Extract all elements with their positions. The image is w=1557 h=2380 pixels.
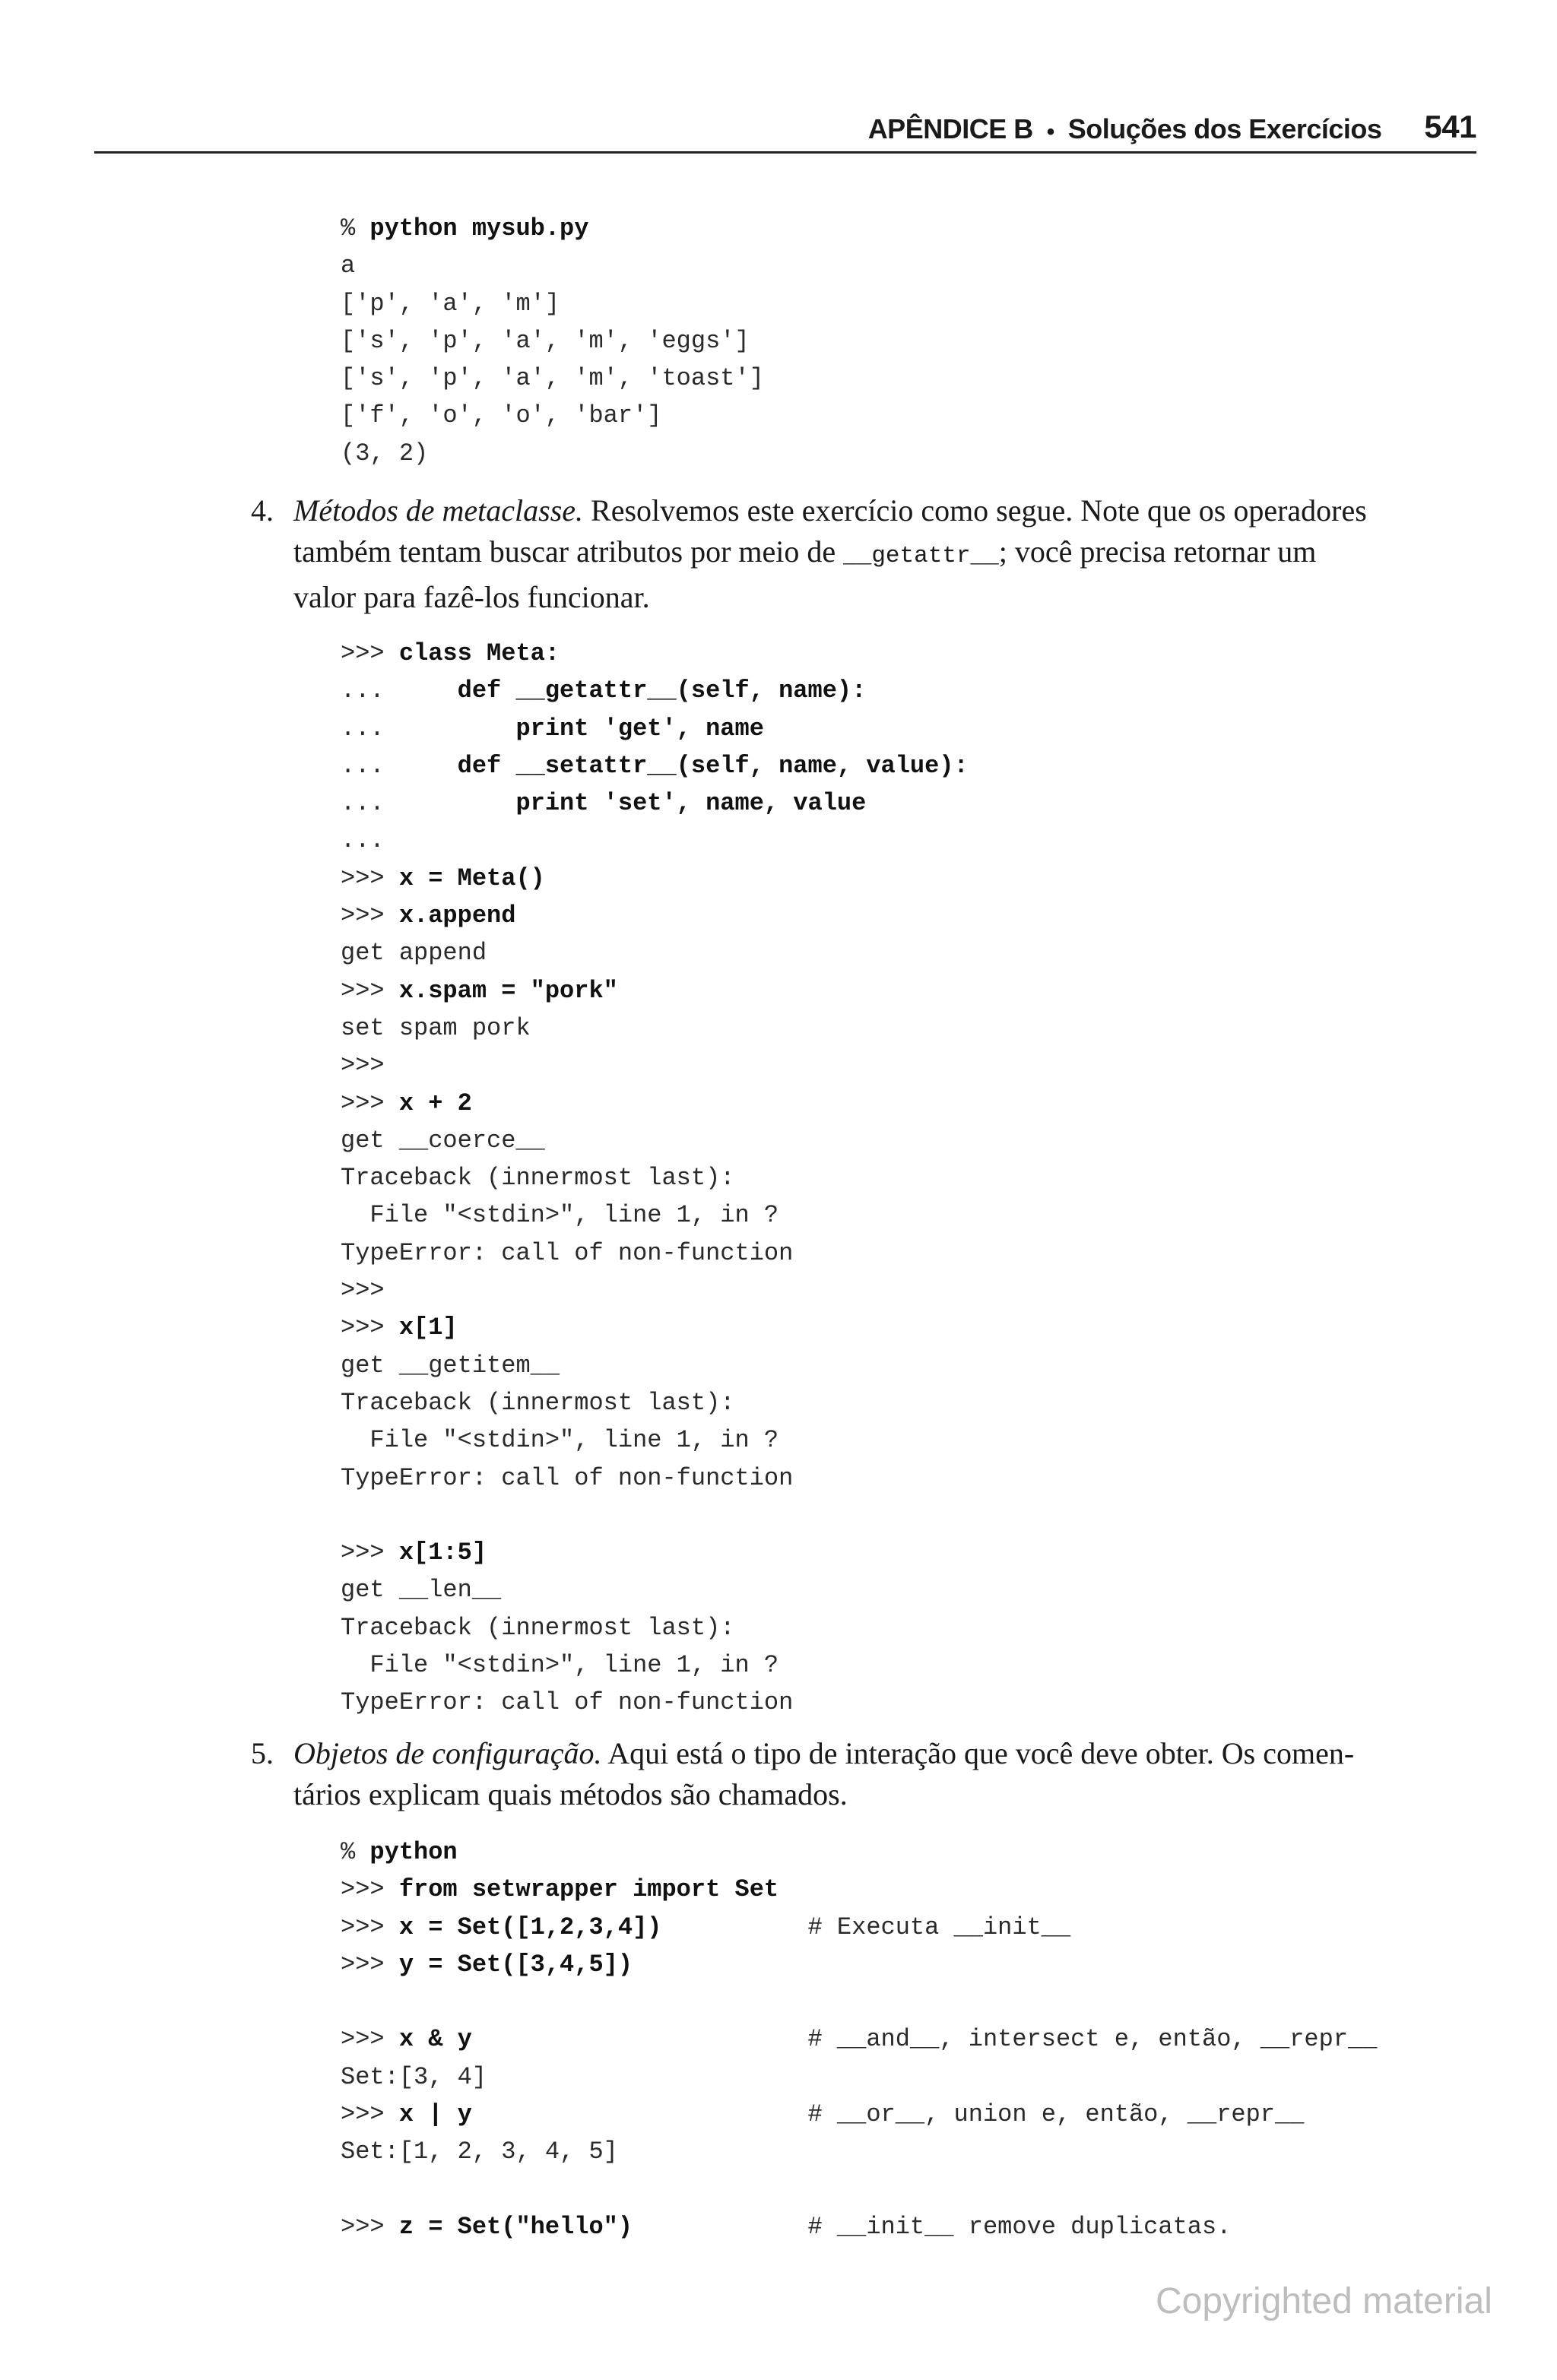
code-input: def __getattr__(self, name): (457, 677, 867, 705)
code-output: set spam pork (341, 1013, 531, 1042)
exercise-4-inline-code: __getattr__ (843, 543, 999, 569)
code-line (341, 247, 764, 284)
code-prompt: >>> (341, 1539, 399, 1567)
code-prompt: >>> (341, 2025, 399, 2054)
page-number: 541 (1424, 109, 1476, 144)
code-line (341, 285, 764, 322)
code-prompt: ... (341, 789, 516, 818)
code-line (341, 1196, 969, 1234)
code-prompt: >>> (341, 1875, 399, 1904)
code-input: from setwrapper import Set (398, 1875, 779, 1904)
code-line (341, 1309, 969, 1346)
code-line (341, 1459, 969, 1497)
code-output: ['f', 'o', 'o', 'bar'] (341, 401, 662, 430)
code-prompt: >>> (341, 2212, 399, 2241)
code-input: python mysub.py (369, 214, 589, 242)
header-separator: • (1046, 119, 1054, 144)
code-line (341, 972, 969, 1009)
code-line (341, 1497, 969, 1534)
code-prompt: ... (341, 714, 516, 743)
code-line (341, 1646, 969, 1684)
code-output: Traceback (innermost last): (341, 1388, 735, 1417)
code-line (341, 2133, 1377, 2170)
code-line (341, 2020, 1377, 2058)
code-output: get append (341, 939, 487, 968)
code-line (341, 1085, 969, 1122)
code-input: x[1:5] (398, 1539, 487, 1567)
code-line (341, 822, 969, 859)
code-line (341, 2096, 1377, 2133)
exercise-5-line-1-text: Aqui está o tipo de interação que você deve obter. Os comen- (601, 1736, 1355, 1770)
code-output: (3, 2) (341, 439, 429, 467)
code-output: File "<stdin>", line 1, in ? (341, 1426, 779, 1455)
code-input: x.spam = "pork" (398, 976, 618, 1005)
code-prompt: ... (341, 826, 385, 855)
exercise-5-line-2: tários explicam quais métodos são chamados. (293, 1777, 848, 1811)
code-line (341, 1384, 969, 1421)
code-line (341, 210, 764, 247)
code-line (341, 1571, 969, 1608)
code-line (341, 1946, 1377, 1983)
code-output: ['s', 'p', 'a', 'm', 'eggs'] (341, 326, 750, 355)
exercise-4-line-3: valor para fazê-los funcionar. (293, 580, 650, 614)
code-prompt: >>> (341, 976, 399, 1005)
code-input: x + 2 (398, 1089, 472, 1117)
header-chapter: APÊNDICE B (867, 113, 1033, 144)
code-output: TypeError: call of non-function (341, 1238, 794, 1267)
code-line (341, 710, 969, 747)
code-output: a (341, 252, 356, 280)
code-comment: # __or__, union e, então, __repr__ (807, 2100, 1305, 2129)
code-line (341, 397, 764, 434)
code-line (341, 2058, 1377, 2096)
code-input: x[1] (398, 1314, 458, 1342)
code-line (341, 1609, 969, 1646)
code-prompt: >>> (341, 1314, 399, 1342)
code-input: python (369, 1838, 458, 1866)
code-output: get __getitem__ (341, 1351, 560, 1380)
code-line (341, 1534, 969, 1571)
code-prompt: >>> (341, 1276, 385, 1305)
code-input: x = Meta() (398, 864, 545, 892)
code-input: def __setattr__(self, name, value): (457, 751, 969, 780)
code-prompt: % (341, 214, 370, 242)
code-block-mysub (341, 210, 764, 472)
code-input: print 'set', name, value (515, 789, 867, 818)
copyright-watermark: Copyrighted material (1156, 2281, 1492, 2321)
code-prompt: >>> (341, 1051, 385, 1080)
code-output: get __coerce__ (341, 1126, 545, 1155)
code-input: z = Set("hello") (398, 2212, 633, 2241)
code-output: File "<stdin>", line 1, in ? (341, 1651, 779, 1680)
code-line (341, 897, 969, 934)
code-line (341, 1047, 969, 1084)
code-block-setwrapper (341, 1833, 1377, 2245)
code-input: x = Set([1,2,3,4]) (398, 1913, 662, 1941)
exercise-5-line-1 (293, 1733, 1476, 1774)
exercise-4-line-2-after: ; você precisa retornar um (998, 534, 1317, 569)
exercise-4-line-2-before: também tentam buscar atributos por meio de (293, 534, 844, 569)
code-output: Traceback (innermost last): (341, 1164, 735, 1193)
exercise-4-line-1 (293, 490, 1476, 531)
code-prompt: >>> (341, 2100, 399, 2129)
code-prompt: ... (341, 751, 458, 780)
code-line (341, 672, 969, 709)
code-line (341, 1871, 1377, 1908)
code-input: print 'get', name (515, 714, 764, 743)
code-line (341, 1122, 969, 1159)
code-line (341, 860, 969, 897)
code-prompt: >>> (341, 1089, 399, 1117)
code-output: Traceback (innermost last): (341, 1613, 735, 1642)
code-line (341, 1272, 969, 1309)
code-input: y = Set([3,4,5]) (398, 1950, 633, 1979)
code-comment: # __init__ remove duplicatas. (807, 2212, 1232, 2241)
code-input: class Meta: (398, 639, 560, 667)
header-section: Soluções dos Exercícios (1067, 113, 1382, 144)
code-prompt: >>> (341, 1913, 399, 1941)
code-line (341, 1009, 969, 1047)
exercise-4-title: Métodos de metaclasse. (293, 493, 584, 528)
code-prompt: % (341, 1838, 370, 1866)
code-prompt: >>> (341, 639, 399, 667)
code-output: File "<stdin>", line 1, in ? (341, 1201, 779, 1230)
code-line (341, 1684, 969, 1721)
exercise-5-title: Objetos de configuração. (293, 1736, 602, 1770)
code-input: x.append (398, 902, 516, 930)
exercise-4-paragraph (251, 490, 1476, 618)
code-line (341, 2208, 1377, 2245)
code-input: x | y (398, 2100, 472, 2129)
code-line (341, 360, 764, 397)
exercise-4-line-2 (293, 531, 1476, 577)
code-prompt: >>> (341, 1950, 399, 1979)
running-header (94, 106, 1476, 154)
code-line (341, 934, 969, 971)
code-prompt: ... (341, 677, 458, 705)
code-line (341, 784, 969, 822)
code-output: ['p', 'a', 'm'] (341, 289, 560, 318)
code-output: Set:[1, 2, 3, 4, 5] (341, 2138, 618, 2166)
code-output: Set:[3, 4] (341, 2062, 487, 2091)
exercise-4-number: 4. (251, 493, 274, 528)
code-line (341, 1234, 969, 1272)
exercise-5-number: 5. (251, 1736, 274, 1770)
code-line (341, 1909, 1377, 1946)
code-line (341, 1421, 969, 1459)
code-comment: # Executa __init__ (807, 1913, 1071, 1941)
code-line (341, 1159, 969, 1196)
code-comment: # __and__, intersect e, então, __repr__ (807, 2025, 1378, 2054)
code-line (341, 2171, 1377, 2208)
code-prompt: >>> (341, 902, 399, 930)
code-output: TypeError: call of non-function (341, 1463, 794, 1492)
code-line (341, 635, 969, 672)
code-output: get __len__ (341, 1576, 502, 1605)
code-line (341, 1347, 969, 1384)
code-output: ['s', 'p', 'a', 'm', 'toast'] (341, 364, 764, 393)
code-line (341, 322, 764, 360)
code-prompt: >>> (341, 864, 399, 892)
code-input: x & y (398, 2025, 472, 2054)
code-line (341, 747, 969, 784)
exercise-5-paragraph (251, 1733, 1476, 1815)
code-line (341, 1983, 1377, 2020)
code-line (341, 1833, 1377, 1871)
code-output: TypeError: call of non-function (341, 1688, 794, 1717)
exercise-4-line-1-text: Resolvemos este exercício como segue. Note que os operadores (583, 493, 1367, 528)
code-line (341, 435, 764, 472)
code-block-metaclass (341, 635, 969, 1722)
